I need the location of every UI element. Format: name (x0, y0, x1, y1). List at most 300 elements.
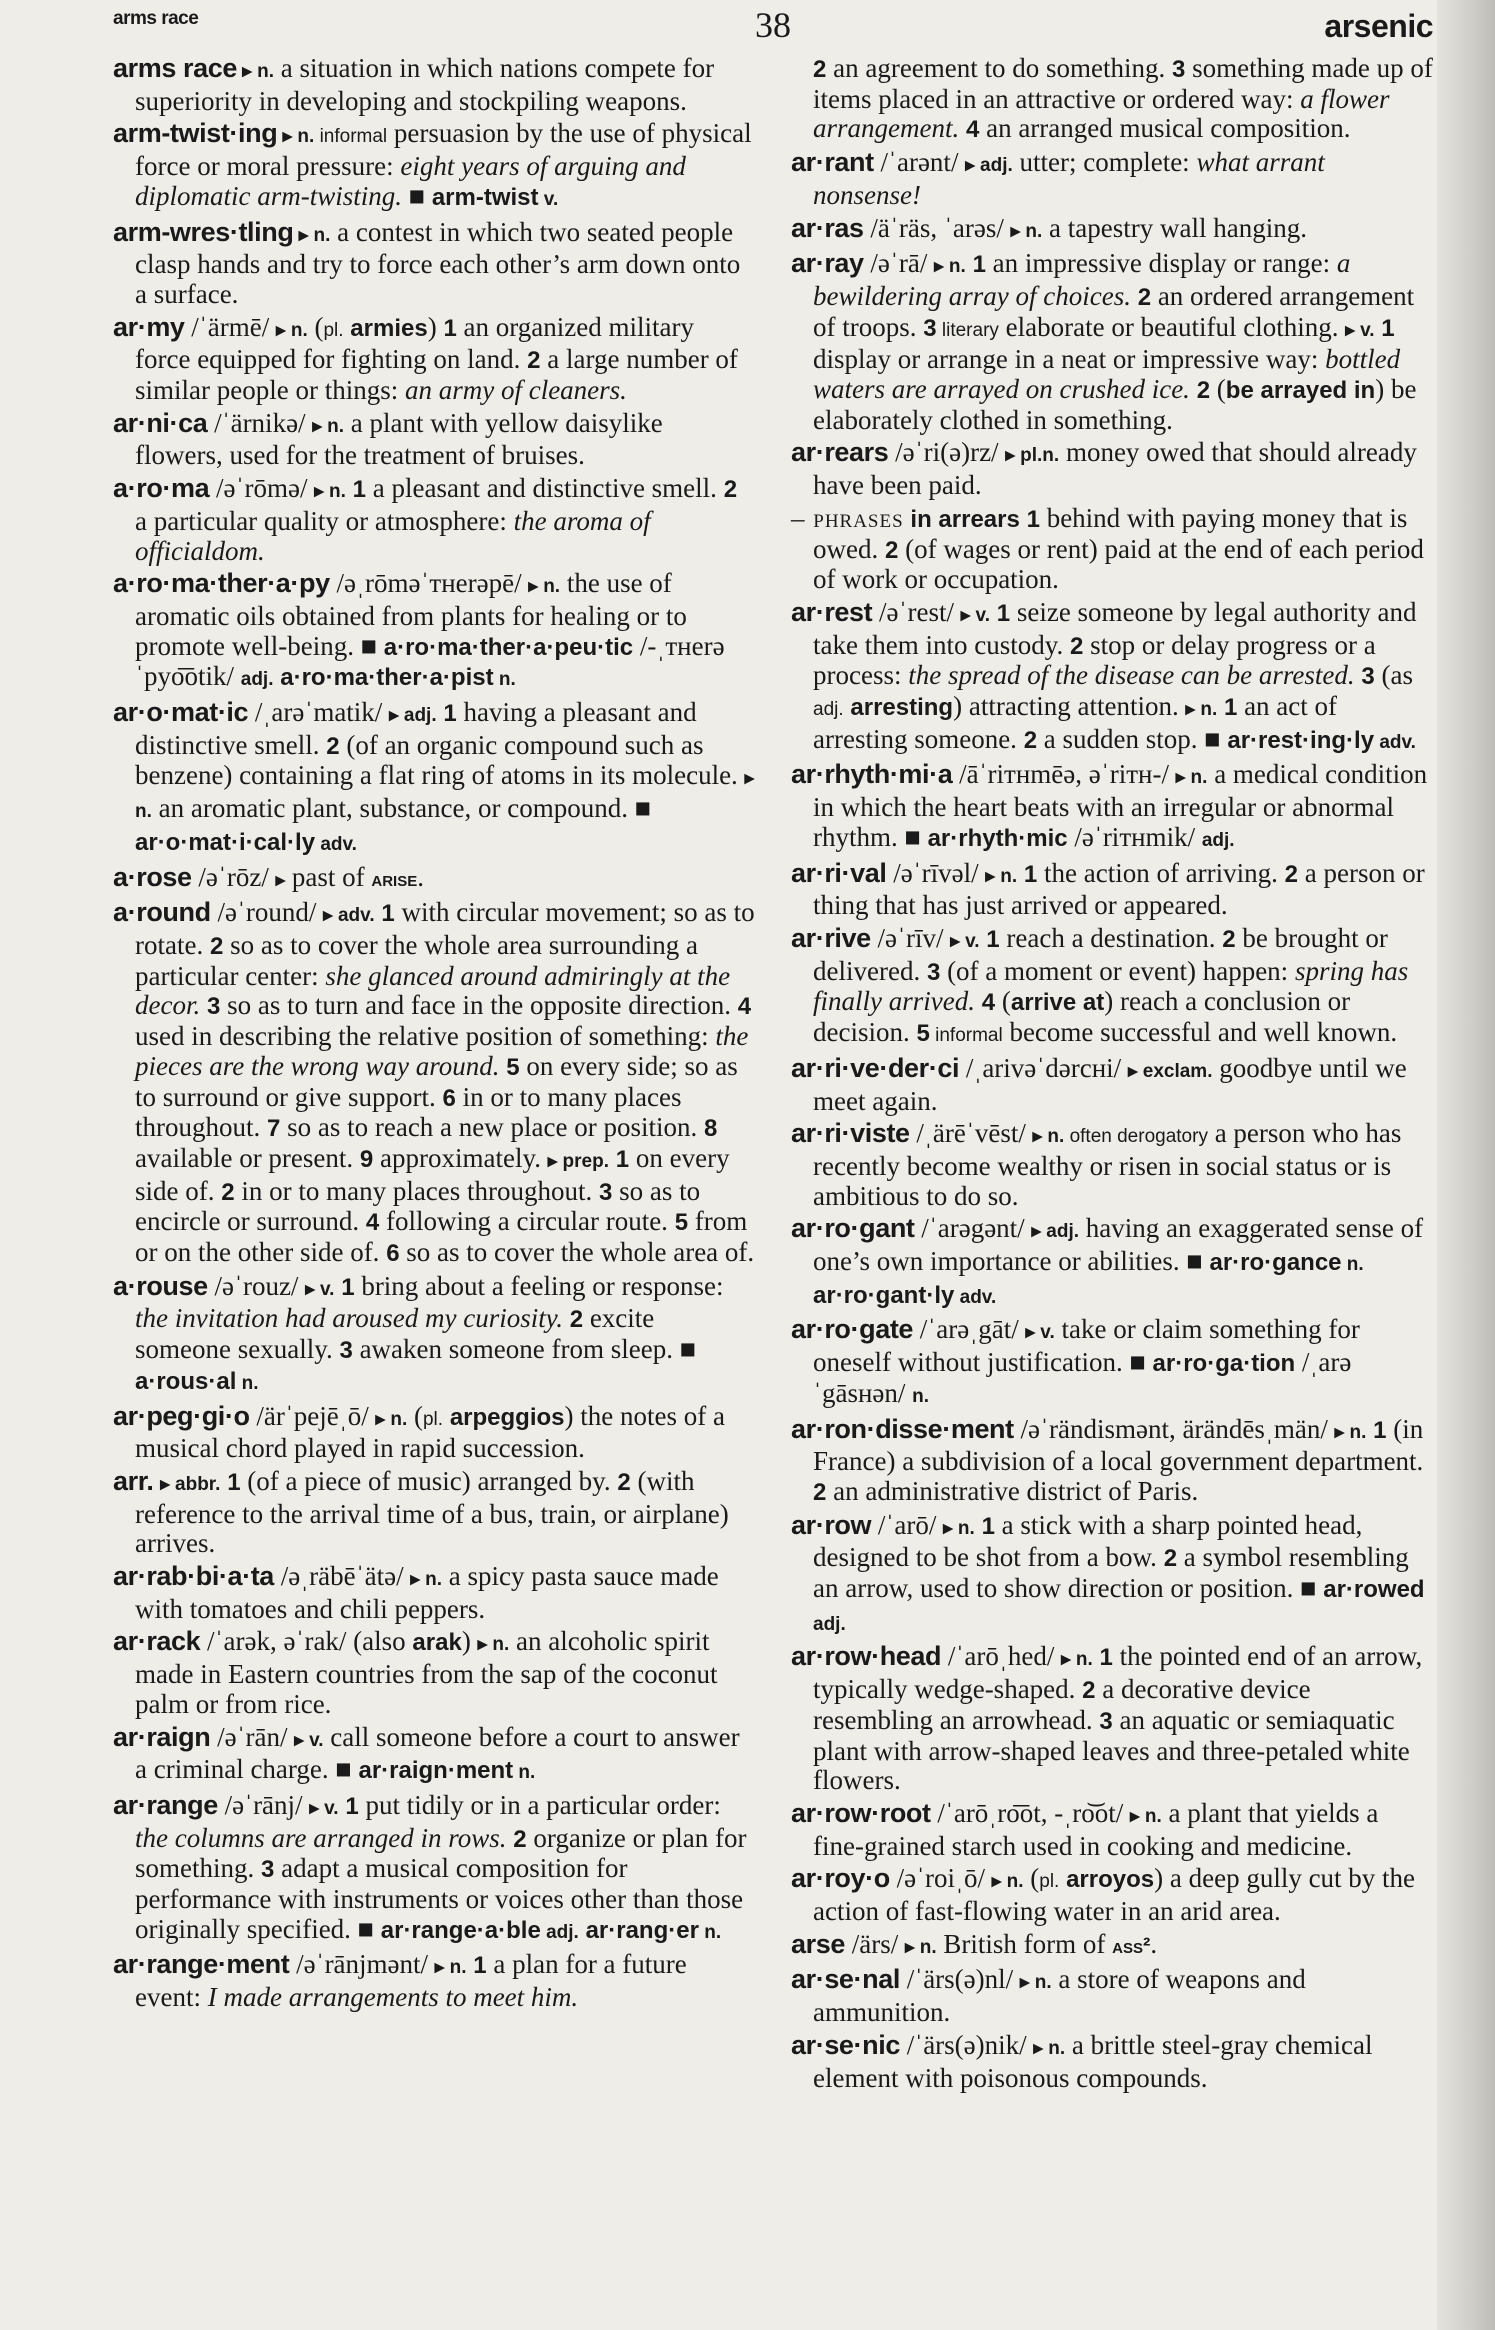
headword: ar·range·ment (113, 1949, 290, 1980)
headword: ar·ri·ve·der·ci (791, 1052, 960, 1083)
definition-text: a large number of similar people or things: (135, 344, 738, 406)
definition-text: (with reference to the arrival time of a bus, train, or airplane) arrives. (135, 1465, 729, 1559)
part-of-speech: ▸ n. (314, 481, 346, 503)
dictionary-entry (791, 924, 1433, 1051)
sense-number: 7 (267, 1115, 281, 1143)
definition-text: /ˌarəˈgāsʜən/ (813, 1347, 1352, 1408)
example-text: she glanced around admiringly at the decor. (135, 960, 731, 1021)
definition-text: /əˈrā/ (863, 248, 935, 279)
definition-text: /ˈarōˌro͞ot, -ˌro͝ot/ (930, 1797, 1131, 1828)
part-of-speech: n. (513, 1762, 536, 1784)
dictionary-entry (113, 313, 755, 406)
part-of-speech: v. (538, 188, 559, 210)
sense-number: 2 (813, 1478, 827, 1506)
definition-text: from or on the other side of. (135, 1206, 748, 1268)
part-of-speech: ▸ abbr. (160, 1473, 221, 1495)
sense-number: 2 (617, 1468, 631, 1496)
bold-form: ar·rest·ing·ly (1227, 726, 1375, 754)
sense-number: 1 (981, 1512, 995, 1540)
usage-label: pl. (1039, 1871, 1060, 1893)
dictionary-entry (113, 54, 755, 116)
part-of-speech: ▸ v. (294, 1729, 324, 1751)
definition-text: an agreement to do something. (826, 53, 1173, 83)
dictionary-entry (113, 1467, 755, 1559)
definition-text (609, 1143, 616, 1173)
definition-text: /əˈroiˌō/ (889, 1863, 992, 1894)
definition-text: /əˈrōz/ (191, 861, 276, 892)
definition-text: ) reach a conclusion or decision. (813, 986, 1351, 1048)
example-text: bottled waters are arrayed on crushed ice. (813, 344, 1401, 405)
definition-text (975, 986, 982, 1016)
definition-text: a medical condition in which the heart beats with an irregular or abnormal rhythm. ■ (813, 759, 1428, 852)
part-of-speech: ▸ n. (312, 415, 345, 437)
dictionary-entry (791, 1864, 1433, 1926)
definition-text: an aromatic plant, substance, or compound. ■ (151, 793, 652, 824)
headword: ar·rest (791, 596, 873, 627)
part-of-speech: adj. (540, 1921, 579, 1943)
headword: ar·rab·bi·a·ta (113, 1561, 274, 1592)
bold-form: arrive at (1010, 989, 1105, 1017)
definition-text: /əˈrest/ (872, 596, 961, 627)
definition-text: used in describing the relative position of something: (135, 1021, 716, 1052)
dictionary-entry (113, 569, 755, 695)
dictionary-entry (791, 504, 1433, 595)
part-of-speech: ▸ n. (375, 1408, 408, 1430)
bold-form: arm-twist (431, 183, 539, 211)
definition-text: a stick with a sharp pointed head, designed to be shot from a bow. (813, 1509, 1363, 1573)
dictionary-entry (791, 214, 1433, 247)
definition-text: reach a destination. (999, 922, 1223, 953)
definition-text: a situation in which nations compete for superiority in developing and stockpiling weapons. (135, 53, 715, 116)
headword: a·rose (113, 861, 192, 892)
part-of-speech: adj. (813, 1613, 846, 1635)
part-of-speech: adj. (240, 669, 274, 691)
definition-text: ( (1210, 374, 1226, 405)
sense-number: 1 (352, 476, 367, 504)
definition-text: /əˈrān/ (210, 1721, 295, 1752)
definition-text: an alcoholic spirit made in Eastern countries from the sap of the coconut palm or from rice. (135, 1626, 718, 1719)
sense-number: 3 (926, 958, 941, 986)
definition-text: /əˈri(ə)rz/ (888, 437, 1006, 468)
sense-number: 9 (359, 1145, 374, 1173)
sense-number: 1 (1373, 1416, 1387, 1444)
dictionary-entry (791, 249, 1433, 435)
sense-number: 1 (1099, 1644, 1113, 1672)
part-of-speech: ▸ v. (1345, 319, 1375, 341)
part-of-speech: ▸ v. (1025, 1322, 1055, 1344)
part-of-speech: ▸ n. (477, 1634, 510, 1656)
part-of-speech: ▸ n. (985, 865, 1018, 887)
headword: ar·se·nal (791, 1964, 900, 1995)
definition-text: a symbol resembling an arrow, used to show direction or position. ■ (813, 1542, 1409, 1604)
example-text: eight years of arguing and diplomatic arm-twisting. (135, 151, 686, 211)
part-of-speech: ▸ n. (991, 1871, 1024, 1893)
definition-text (443, 1401, 450, 1431)
headword: ar·ro·gate (791, 1314, 914, 1345)
definition-text: money owed that should already have been paid. (813, 437, 1417, 501)
definition-text: ) a deep gully cut by the action of fast-flowing water in an arid area. (813, 1863, 1416, 1927)
dictionary-entry (791, 859, 1433, 921)
headword: ar·range (113, 1789, 218, 1820)
sense-number: 1 (341, 1273, 355, 1301)
part-of-speech: ▸ n. (277, 126, 315, 148)
definition-text: utter; complete: (1012, 147, 1197, 178)
part-of-speech: adj. (1201, 829, 1235, 851)
sense-number: 4 (365, 1209, 380, 1237)
part-of-speech: ▸ n. (1185, 699, 1218, 721)
definition-text (966, 248, 973, 278)
definition-text: . (417, 861, 424, 892)
definition-text: /əˈrändismənt, ärändēsˌmän/ (1013, 1413, 1335, 1444)
dictionary-entry (791, 1511, 1433, 1640)
definition-text (1017, 858, 1024, 888)
sense-number: 2 (1284, 860, 1299, 888)
dictionary-entry (113, 1950, 755, 2012)
page-number: 38 (755, 5, 791, 45)
part-of-speech: n. (912, 1385, 930, 1407)
dictionary-entry (113, 409, 755, 471)
definition-text: with circular movement; so as to rotate. (135, 897, 755, 960)
dictionary-entry (791, 438, 1433, 500)
sense-number: 2 (723, 476, 738, 504)
usage-label: pl. (422, 1408, 444, 1430)
example-text: I made arrangements to meet him. (207, 1982, 579, 2013)
dictionary-entry (791, 1415, 1433, 1508)
definition-text: an aquatic or semiaquatic plant with arrow-shaped leaves and three-petaled white flowers. (813, 1704, 1410, 1796)
bold-form: ar·rhyth·mic (927, 824, 1068, 852)
definition-text: the pointed end of an arrow, typically wedge-shaped. (813, 1641, 1423, 1705)
example-text: the pieces are the wrong way around. (135, 1021, 749, 1081)
definition-text: take or claim something for oneself without justification. ■ (813, 1314, 1360, 1378)
sense-number: 1 (1026, 505, 1040, 533)
right-column (791, 54, 1433, 2096)
cross-reference: arise (371, 865, 418, 891)
dictionary-entry (791, 1642, 1433, 1796)
dictionary-entry (113, 898, 755, 1268)
bold-form: a·ro·ma·ther·a·pist (280, 664, 494, 692)
definition-text: on every side; so as to surround or give support. (135, 1050, 738, 1112)
dictionary-entry (791, 148, 1433, 210)
definition-text (959, 113, 966, 143)
sense-number: 4 (737, 993, 752, 1021)
dictionary-entry (113, 1791, 755, 1948)
part-of-speech: ▸ v. (305, 1278, 335, 1300)
headword: ar·rears (791, 437, 889, 468)
sense-number: 3 (206, 993, 221, 1021)
definition-text: /ˌärēˈvēst/ (909, 1118, 1033, 1149)
example-text: a flower arrangement. (813, 83, 1390, 144)
definition-text: /ˈarō/ (871, 1509, 944, 1540)
headword: ar·row·root (791, 1797, 931, 1828)
sense-number: 1 (443, 314, 457, 342)
bold-form: ar·ro·gance (1209, 1249, 1342, 1277)
definition-text: become successful and well known. (1002, 1017, 1398, 1048)
part-of-speech: ▸ n. (237, 61, 274, 82)
dictionary-entry (791, 1054, 1433, 1116)
bold-form: ar·raign·ment (358, 1757, 514, 1785)
sense-number: 3 (923, 314, 937, 342)
definition-text: /ˈarəˌgāt/ (913, 1314, 1026, 1345)
part-of-speech: ▸ n. (135, 768, 755, 823)
definition-text: ( (1023, 1863, 1040, 1894)
part-of-speech: ▸ n. (434, 1957, 467, 1979)
sense-number: 2 (884, 536, 899, 564)
definition-text: /ˈärs(ə)nik/ (899, 2029, 1034, 2060)
definition-text (1093, 1641, 1100, 1671)
definition-text: /ˈärnikə/ (207, 407, 313, 438)
part-of-speech: ▸ n. (276, 319, 308, 341)
definition-text: having a pleasant and distinctive smell. (135, 697, 697, 760)
bold-form: arpeggios (449, 1403, 565, 1431)
sense-number: 1 (1023, 860, 1038, 888)
headword: arms race (113, 53, 238, 83)
definition-text: /ˈärs(ə)nl/ (899, 1964, 1020, 1995)
definition-text: ) (427, 311, 444, 342)
left-column (113, 54, 755, 2016)
definition-text: goodbye until we meet again. (813, 1052, 1407, 1116)
part-of-speech: ▸ n. (528, 576, 561, 598)
bold-form: be arrayed in (1225, 377, 1376, 405)
definition-text: /əˈrānjmənt/ (289, 1949, 435, 1980)
sense-number: 5 (674, 1209, 689, 1237)
definition-text: bring about a feeling or response: (354, 1270, 724, 1301)
definition-text: a pleasant and distinctive smell. (366, 473, 724, 504)
definition-text: /əˈrīvəl/ (886, 857, 986, 888)
sense-number: 1 (996, 599, 1011, 627)
sense-number: 8 (703, 1115, 718, 1143)
part-of-speech: ▸ n. (1033, 2037, 1066, 2059)
definition-text: a store of weapons and ammunition. (813, 1964, 1306, 2028)
definition-text: ( (407, 1400, 423, 1431)
example-text: the spread of the disease can be arrested. (908, 660, 1355, 691)
sense-number: 3 (261, 1856, 275, 1884)
part-of-speech: ▸ n. (1010, 220, 1043, 242)
definition-text: ( (307, 311, 324, 342)
definition-text: (of a piece of music) arranged by. (240, 1465, 618, 1496)
sense-number: 5 (506, 1053, 520, 1081)
part-of-speech: adv. (315, 833, 357, 855)
dictionary-entry (791, 760, 1433, 855)
dictionary-entry (791, 1965, 1433, 2027)
sense-number: 1 (1381, 314, 1395, 342)
dictionary-entry (791, 1799, 1433, 1861)
definition-text: a decorative device resembling an arrowhead. (813, 1674, 1311, 1735)
bold-form: ar·ro·ga·tion (1152, 1350, 1296, 1378)
part-of-speech: ▸ (275, 869, 286, 891)
headword: ar·ras (791, 212, 864, 243)
part-of-speech: n. (236, 1372, 259, 1394)
definition-text: so as to turn and face in the opposite direction. (220, 990, 738, 1021)
headword: ar·ri·viste (791, 1118, 910, 1149)
headword: ar·se·nic (791, 2029, 900, 2060)
definition-text: so as to cover the whole area of. (399, 1237, 755, 1268)
dictionary-entry (113, 698, 755, 860)
sense-number: 6 (442, 1084, 456, 1112)
definition-text: put tidily or in a particular order: (358, 1789, 721, 1820)
headword: ar·roy·o (791, 1863, 890, 1894)
definition-text: in or to many places throughout. (234, 1175, 600, 1206)
headword: ar·rhyth·mi·a (791, 759, 953, 790)
headword: ar·rive (791, 922, 871, 953)
definition-text (1190, 374, 1197, 404)
definition-text: organize or plan for something. (135, 1822, 747, 1884)
sense-number: 3 (1099, 1707, 1113, 1735)
left-guide-word: arms race (113, 8, 199, 29)
part-of-speech: adv. (954, 1286, 997, 1308)
section-label: – phrases (791, 502, 904, 533)
usage-label: often derogatory (1064, 1126, 1208, 1148)
definition-text (990, 597, 997, 627)
definition-text: call someone before a court to answer a criminal charge. ■ (135, 1721, 740, 1785)
headword: ar·my (113, 311, 185, 342)
bold-form: ar·range·a·ble (380, 1916, 541, 1944)
definition-text: a plan for a future event: (135, 1949, 687, 2013)
sense-number: 6 (386, 1240, 400, 1268)
dictionary-entry (791, 1214, 1433, 1312)
part-of-speech: ▸ n. (934, 256, 966, 278)
sense-number: 2 (1222, 925, 1236, 953)
definition-text: /əˈround/ (210, 897, 324, 928)
part-of-speech: ▸ n. (1019, 1972, 1052, 1994)
sense-number: 1 (473, 1952, 487, 1980)
headword: ar·row·head (791, 1641, 942, 1672)
definition-text: so as to encircle or surround. (135, 1175, 701, 1237)
definition-text: /ˈarəgənt/ (914, 1213, 1032, 1244)
dictionary-entry (791, 1315, 1433, 1411)
sense-number: 1 (986, 925, 1000, 953)
part-of-speech: n. (1341, 1254, 1364, 1276)
bold-form: arresting (850, 694, 954, 722)
headword: a·ro·ma·ther·a·py (113, 568, 330, 599)
headword: ar·row (791, 1509, 872, 1540)
dictionary-entry (113, 1402, 755, 1464)
definition-text: /ˈarōˌhed/ (941, 1641, 1062, 1672)
sense-number: 1 (1223, 694, 1238, 722)
bold-form: in arrears (910, 505, 1020, 533)
headword: ar·peg·gi·o (113, 1400, 250, 1431)
sense-number: 1 (345, 1792, 359, 1820)
definition-text: ) attracting attention. (953, 691, 1186, 722)
definition-text: a plant with yellow daisylike flowers, used for the treatment of bruises. (135, 407, 663, 471)
example-text: spring has finally arrived. (813, 955, 1409, 1017)
definition-text: (of an organic compound such as benzene) containing a flat ring of atoms in its molecule. (135, 729, 745, 791)
definition-text: behind with paying money that is owed. (813, 502, 1408, 564)
part-of-speech: ▸ v. (309, 1797, 339, 1819)
definition-text: ■ (402, 180, 432, 211)
definition-text: the use of aromatic oils obtained from plants for healing or to promote well-being. ■ (135, 568, 687, 661)
headword: ar·o·mat·ic (113, 697, 249, 728)
definition-text: a sudden stop. ■ (1037, 723, 1228, 754)
definition-text: ( (995, 986, 1011, 1017)
dictionary-entry (791, 2031, 1433, 2093)
definition-text: an ordered arrangement of troops. (813, 280, 1415, 342)
part-of-speech: ▸ adj. (389, 705, 437, 727)
definition-text: /ˈarənt/ (873, 147, 966, 178)
sense-number: 1 (227, 1468, 241, 1496)
sense-number: 2 (1069, 632, 1084, 660)
definition-text: an administrative district of Paris. (826, 1475, 1199, 1506)
dictionary-entry (113, 218, 755, 310)
headword: a·round (113, 897, 211, 928)
definition-text: /äˈräs, ˈarəs/ (863, 212, 1011, 243)
headword: ar·raign (113, 1721, 211, 1752)
definition-text: a brittle steel-gray chemical element with poisonous compounds. (813, 2029, 1373, 2093)
definition-text: a tapestry wall hanging. (1042, 212, 1307, 243)
definition-text: /āˈriᴛʜmēə, əˈriᴛʜ-/ (952, 759, 1176, 790)
definition-text: a plant that yields a fine-grained starch used in cooking and medicine. (813, 1797, 1379, 1861)
headword: ar·ri·val (791, 857, 887, 888)
sense-number: 2 (1137, 283, 1152, 311)
definition-text: be brought or delivered. (813, 922, 1388, 986)
facing-page-edge (1437, 0, 1495, 2330)
part-of-speech: ▸ adj. (1031, 1221, 1079, 1243)
definition-text: following a circular route. (379, 1206, 675, 1237)
sense-number: 2 (221, 1178, 235, 1206)
definition-text: adapt a musical composition for performance with instruments or voices other than those originally specified. ■ (135, 1853, 744, 1944)
definition-text: (as (1374, 660, 1413, 691)
headword: ar·ray (791, 248, 864, 279)
definition-text: so as to reach a new place or position. (280, 1112, 704, 1143)
definition-text: /ˈärmē/ (184, 311, 277, 342)
example-text: the columns are arranged in rows. (135, 1822, 507, 1853)
bold-form: ar·o·mat·i·cal·ly (135, 828, 316, 856)
sense-number: 2 (1196, 377, 1211, 405)
usage-label: adj. (813, 699, 844, 721)
part-of-speech: ▸ v. (960, 604, 990, 626)
definition-text: display or arrange in a neat or impressive way: (813, 344, 1326, 375)
bold-form: armies (350, 314, 428, 342)
sense-number: 3 (339, 1337, 353, 1365)
definition-text: a person or thing that has just arrived or appeared. (813, 857, 1425, 921)
definition-text: a person who has recently become wealthy or risen in social status or is ambitious to do so. (813, 1118, 1402, 1211)
part-of-speech: ▸ n. (1334, 1421, 1367, 1443)
part-of-speech: n. (698, 1921, 722, 1943)
headword: arse (791, 1928, 845, 1959)
example-text: a bewildering array of choices. (813, 248, 1351, 311)
definition-text: (of wages or rent) paid at the end of each period of work or occupation. (813, 533, 1424, 595)
page-header (113, 4, 1433, 50)
definition-text: /-ˌᴛʜerəˈpyo͞otik/ (135, 630, 725, 692)
definition-text: /ärs/ (844, 1928, 905, 1959)
sense-number: 2 (569, 1306, 584, 1334)
dictionary-entry (113, 1627, 755, 1719)
definition-text: ) be elaborately clothed in something. (813, 374, 1417, 435)
part-of-speech: ▸ n. (1061, 1649, 1093, 1671)
usage-label: informal (314, 126, 388, 148)
bold-form: arak (412, 1629, 462, 1657)
bold-form: ar·rang·er (585, 1916, 699, 1944)
definition-text (1217, 691, 1224, 721)
sense-number: 3 (599, 1178, 613, 1206)
definition-text (1020, 503, 1027, 533)
definition-text: /ˈarək, əˈrak/ (also (200, 1626, 413, 1657)
headword: ar·rant (791, 147, 874, 178)
sense-number: 1 (443, 700, 457, 728)
entry-continuation (791, 54, 1433, 145)
dictionary-entry (113, 119, 755, 214)
definition-text (579, 1914, 586, 1944)
dictionary-entry (113, 1723, 755, 1788)
sense-number: 3 (1172, 56, 1186, 83)
definition-text: . (1150, 1928, 1158, 1959)
definition-text: ) (461, 1626, 478, 1657)
definition-text: a particular quality or atmosphere: (135, 505, 514, 536)
headword: a·rouse (113, 1270, 208, 1301)
right-guide-word: arsenic (1324, 8, 1433, 44)
headword: ar·ni·ca (113, 407, 208, 438)
sense-number: 2 (813, 56, 827, 83)
usage-label: informal (929, 1025, 1003, 1047)
